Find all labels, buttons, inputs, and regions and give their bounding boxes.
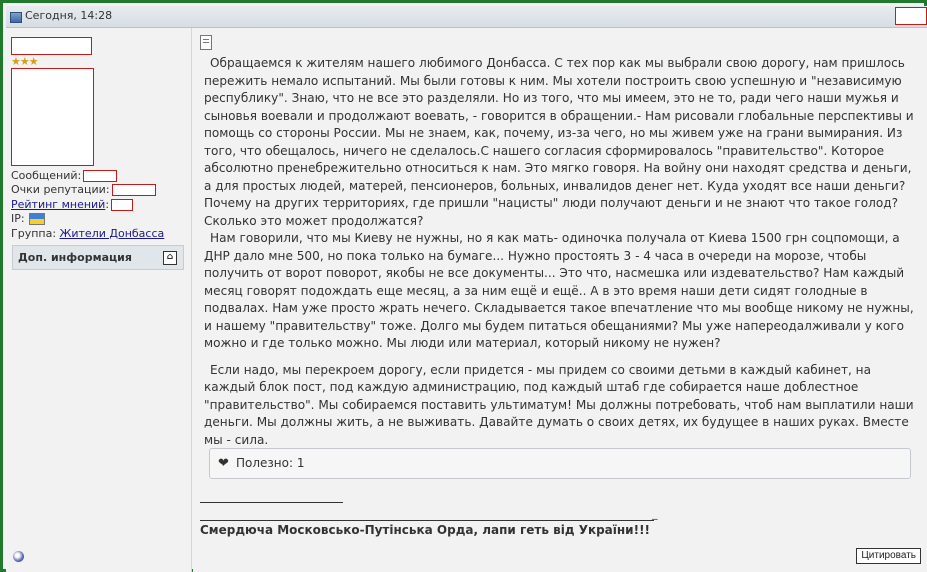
group-label: Группа: (11, 227, 57, 240)
reputation (11, 183, 156, 196)
user-group (11, 227, 164, 240)
signature-divider (200, 502, 343, 503)
posts-count (11, 169, 117, 182)
post-number-link[interactable] (895, 7, 927, 25)
posts-value (83, 170, 117, 182)
rank-stars-icon: ★★★ (11, 55, 38, 68)
quote-button[interactable]: Цитировать (856, 548, 921, 564)
post-status-icon (10, 12, 22, 23)
heart-icon: ❤ (218, 456, 229, 471)
ukraine-flag-icon (29, 213, 45, 225)
post-paragraph-1: Обращаемся к жителям нашего любимого Донбасса. С тех пор как мы выбрали свою дорогу, нам пришлось пережить немало испытаний. Мы были готовы к ним. Мы хотели построить свою успешную и "независимую республику". Знаю, что не все это разделяли. Но из того, что мы имеем, это не то, ради чего наши мужья и сыновья воевали и продолжают воевать, - говорится в обращении.- Нам рисовали глобальные перспективы и помощь со стороны России. Мы не знаем, как, почему, из-за чего, но мы живем уже на грани вымирания. Из того, что обещалось, ничего не сделалось.С нашего согласия сформировалось "правительство". Которое абсолютно пренебрежительно относиться к нам. Это мягко говоря. На войну они находят средства и деньги, а для простых людей, матерей, пенсионеров, больных, инвалидов денег нет. Куда уходят все наши деньги? Почему на других территориях, где пришли "нацисты" люди получают деньги и не знают что такое голод? Сколько это может продолжатся? (204, 56, 914, 228)
rating-value (111, 199, 133, 211)
extra-info-toggle[interactable] (12, 245, 184, 270)
document-icon (200, 35, 212, 50)
post-header (6, 6, 927, 28)
online-status-icon (13, 551, 24, 562)
ip-info (11, 212, 45, 225)
post-body (204, 55, 920, 449)
useful-label: Полезно: 1 (236, 456, 305, 470)
user-info-panel (6, 28, 192, 572)
reputation-label: Очки репутации: (11, 183, 110, 196)
useful-button[interactable] (209, 448, 911, 479)
signature-underline (200, 520, 654, 521)
ip-label: IP: (11, 212, 25, 225)
expand-icon: ⌂ (163, 251, 177, 265)
rating-link[interactable]: Рейтинг мнений (11, 198, 106, 211)
user-signature: Смердюча Московсько-Путінська Орда, лапи геть від України!!! (200, 523, 651, 537)
post-content (193, 28, 927, 572)
reputation-value (112, 184, 156, 196)
group-link[interactable]: Жители Донбасса (59, 227, 165, 240)
post-paragraph-2: Нам говорили, что мы Киеву не нужны, но я как мать- одиночка получала от Киева 1500 грн соцпомощи, а ДНР дало мне 500, но пока только на бумаге... Нужно простоять 3 - 4 часа в очереди на морозе, чтобы получить от ворот поворот, якобы не все документы... Это что, насмешка или издевательство? Нам каждый месяц говорят подождать еще месяц, а за ним ещё и ещё.. А в это время наши дети сидят голодные в подвалах. Нам уже просто жрать нечего. Складывается такое впечатление что мы вообще никому не нужны, и нашему "правительству" тоже. Долго мы будем питаться обещаниями? Мы уже напереодалживали у кого можно и где только можно. Мы люди или материал, который никому не нужен? (204, 231, 914, 350)
username-link[interactable] (11, 37, 92, 55)
posts-label: Сообщений: (11, 169, 82, 182)
post-date: Сегодня, 14:28 (25, 9, 113, 22)
post-paragraph-3: Если надо, мы перекроем дорогу, если придется - мы придем со своими детьми в каждый кабинет, на каждый блок пост, под каждую администрацию, под каждый штаб где собирается наше доблестное "правительство". Мы собираемся поставить ультиматум! Мы должны потребовать, чтоб нам выплатили наши деньги. Мы должны жить, а не выживать. Давайте думать о своих детях, их будущее в наших руках. Вместе мы - сила. (204, 362, 914, 447)
opinion-rating: Рейтинг мнений: (11, 198, 133, 211)
avatar (11, 68, 94, 166)
extra-info-label: Доп. информация (18, 251, 132, 264)
signature-dash: _ (652, 507, 658, 520)
